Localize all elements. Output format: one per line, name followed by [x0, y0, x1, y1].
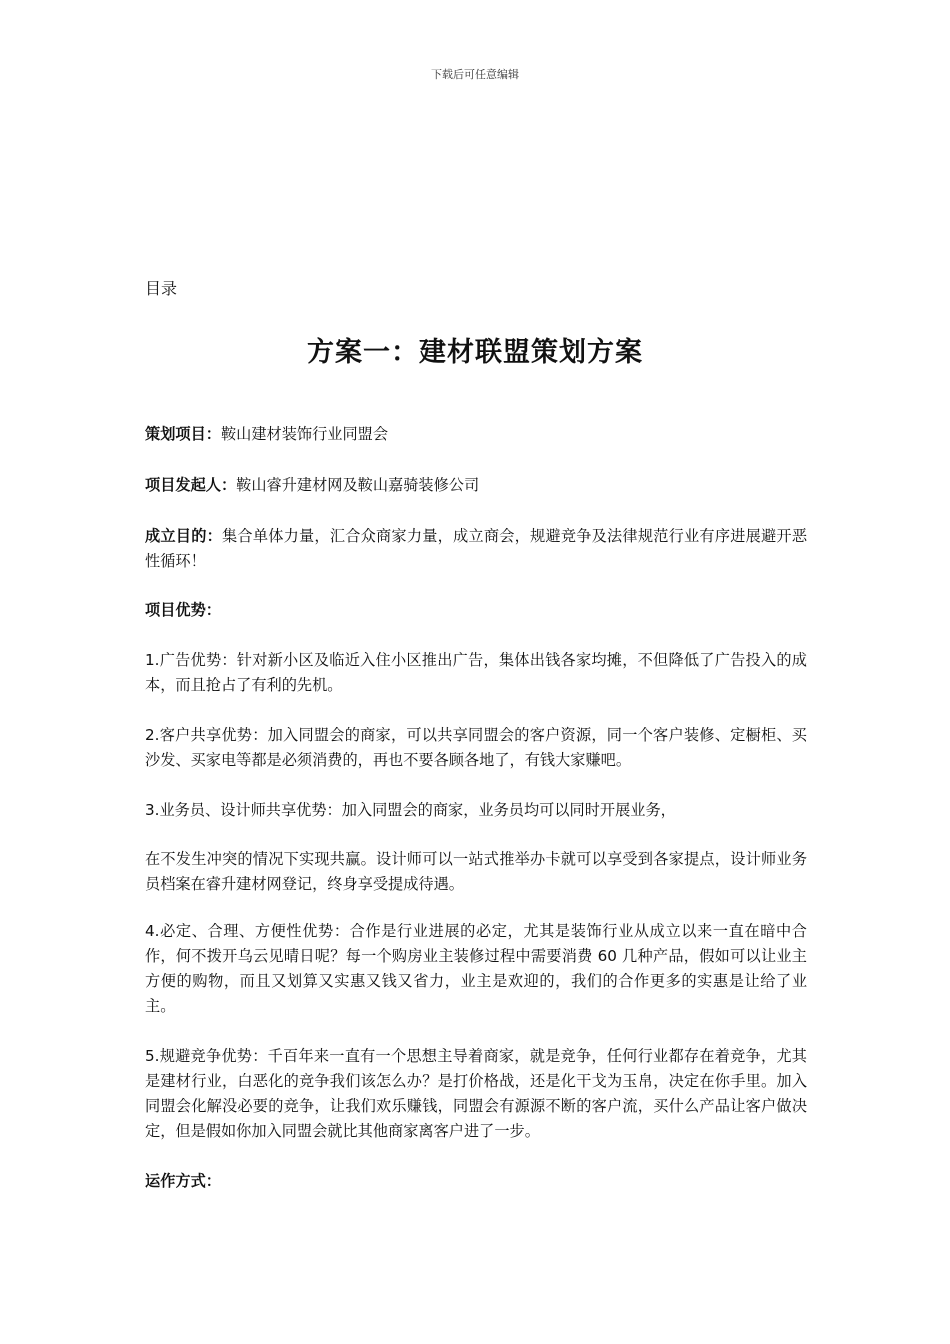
project-text: 鞍山建材装饰行业同盟会	[220, 425, 388, 443]
document-title: 方案一：建材联盟策划方案	[307, 337, 643, 368]
purpose-label: 成立目的：	[145, 527, 223, 545]
project-label: 策划项目：	[145, 425, 221, 443]
advantage-5-paragraph: 5.规避竞争优势：千百年来一直有一个思想主导着商家，就是竞争，任何行业都存在着竞争，尤其是建材行业，白恶化的竞争我们该怎么办？是打价格战，还是化干戈为玉帛，决定在你手里。加入同盟会化解没必要的竞争，让我们欢乐赚钱，同盟会有源源不断的客户流，买什么产品让客户做决定，但是假如你加入同盟会就比其他商家离客户进了一步。	[145, 1047, 807, 1140]
operation-heading: 运作方式：	[145, 1172, 221, 1190]
advantage-1-paragraph: 1.广告优势：针对新小区及临近入住小区推出广告，集体出钱各家均摊，不但降低了广告投入的成本，而且抢占了有利的先机。	[145, 651, 807, 694]
purpose-paragraph	[145, 524, 807, 574]
advantage-4-paragraph: 4.必定、合理、方便性优势：合作是行业进展的必定，尤其是装饰行业从成立以来一直在暗中合作，何不拨开乌云见晴日呢？每一个购房业主装修过程中需要消费 60 几种产品，假如可以让业主方便的购物，而且又划算又实惠又钱又省力，业主是欢迎的，我们的合作更多的实惠是让给了业主。	[145, 922, 807, 1015]
toc-label: 目录	[145, 279, 178, 298]
page-header: 下载后可任意编辑	[431, 68, 519, 81]
initiator-label: 项目发起人：	[145, 476, 237, 494]
advantages-heading: 项目优势：	[145, 601, 221, 619]
initiator-paragraph	[145, 473, 479, 498]
advantage-3-paragraph: 在不发生冲突的情况下实现共赢。设计师可以一站式推举办卡就可以享受到各家提点，设计师业务员档案在睿升建材网登记，终身享受提成待遇。	[145, 850, 807, 893]
purpose-text: 集合单体力量，汇合众商家力量，成立商会，规避竞争及法律规范行业有序进展避开恶性循环！	[145, 527, 808, 570]
advantage-3-intro: 3.业务员、设计师共享优势：加入同盟会的商家，业务员均可以同时开展业务，	[145, 801, 676, 819]
initiator-text: 鞍山睿升建材网及鞍山嘉骑装修公司	[236, 476, 480, 494]
project-paragraph	[145, 422, 388, 447]
advantage-2-paragraph: 2.客户共享优势：加入同盟会的商家，可以共享同盟会的客户资源，同一个客户装修、定橱柜、买沙发、买家电等都是必须消费的，再也不要各顾各地了，有钱大家赚吧。	[145, 726, 807, 769]
